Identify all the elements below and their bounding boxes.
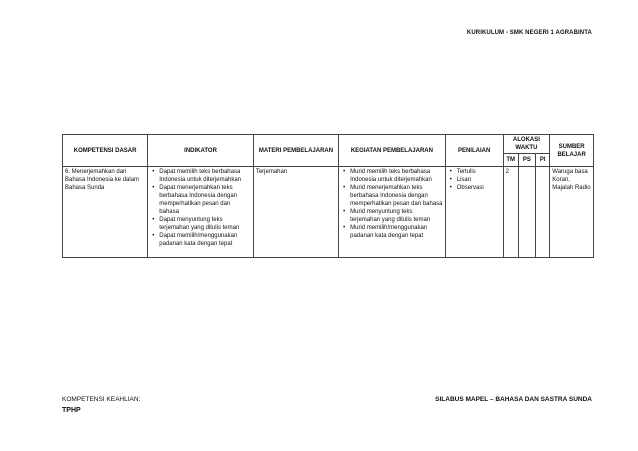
list-item: • Lisan	[457, 176, 501, 184]
header-penilaian: PENILAIAN	[445, 135, 503, 167]
list-item: • Murid memilih teks berbahasa Indonesia untuk diterjemahkan	[350, 168, 443, 184]
cell-kegiatan	[339, 167, 446, 258]
footer-title: SILABUS MAPEL – BAHASA DAN SASTRA SUNDA	[435, 396, 592, 403]
footer-label: KOMPETENSI KEAHLIAN:	[62, 396, 141, 403]
table-row	[63, 167, 594, 258]
header-materi: MATERI PEMBELAJARAN	[253, 135, 338, 167]
list-item: • Observasi	[457, 184, 501, 192]
header-sumber-belajar: SUMBER BELAJAR	[550, 135, 594, 167]
cell-ps	[518, 167, 535, 258]
cell-pi	[536, 167, 550, 258]
list-item: • Dapat memilih teks berbahasa Indonesia untuk diterjemahkan	[159, 168, 251, 184]
curriculum-header: KURIKULUM - SMK NEGERI 1 AGRABINTA	[466, 30, 592, 36]
list-item: • Murid menyuntung teks terjemahan yang ditulis teman	[350, 208, 443, 224]
header-ps: PS	[518, 154, 535, 167]
list-item: • Dapat memilih/menggunakan padanan kata dengan tepat	[159, 232, 251, 248]
header-alokasi-waktu: ALOKASI WAKTU	[503, 135, 550, 154]
header-tm: TM	[503, 154, 518, 167]
header-kegiatan: KEGIATAN PEMBELAJARAN	[339, 135, 446, 167]
cell-penilaian	[445, 167, 503, 258]
cell-materi: Terjemahan	[253, 167, 338, 258]
cell-tm: 2	[503, 167, 518, 258]
header-indikator: INDIKATOR	[148, 135, 254, 167]
list-item: • Tertulis	[457, 168, 501, 176]
syllabus-table	[62, 134, 594, 258]
header-kompetensi-dasar: KOMPETENSI DASAR	[63, 135, 148, 167]
header-pi: PI	[536, 154, 550, 167]
list-item: • Murid memilih/menggunakan padanan kata dengan tepat	[350, 224, 443, 240]
cell-indikator	[148, 167, 254, 258]
footer-program: TPHP	[62, 407, 81, 414]
cell-kompetensi-dasar: 6. Menerjemahkan dari Bahasa Indonesia ke dalam Bahasa Sunda	[63, 167, 148, 258]
cell-sumber-belajar: Waruga basa Koran, Majalah Radio	[550, 167, 594, 258]
list-item: • Murid menerjemahkan teks berbahasa Indonesia dengan memperhatikan pesan dan bahasa	[350, 184, 443, 208]
list-item: • Dapat menyuntung teks terjemahan yang ditulis teman	[159, 216, 251, 232]
list-item: • Dapat menerjemahkan teks berbahasa Indonesia dengan memperhatikan pesan dan bahasa	[159, 184, 251, 216]
